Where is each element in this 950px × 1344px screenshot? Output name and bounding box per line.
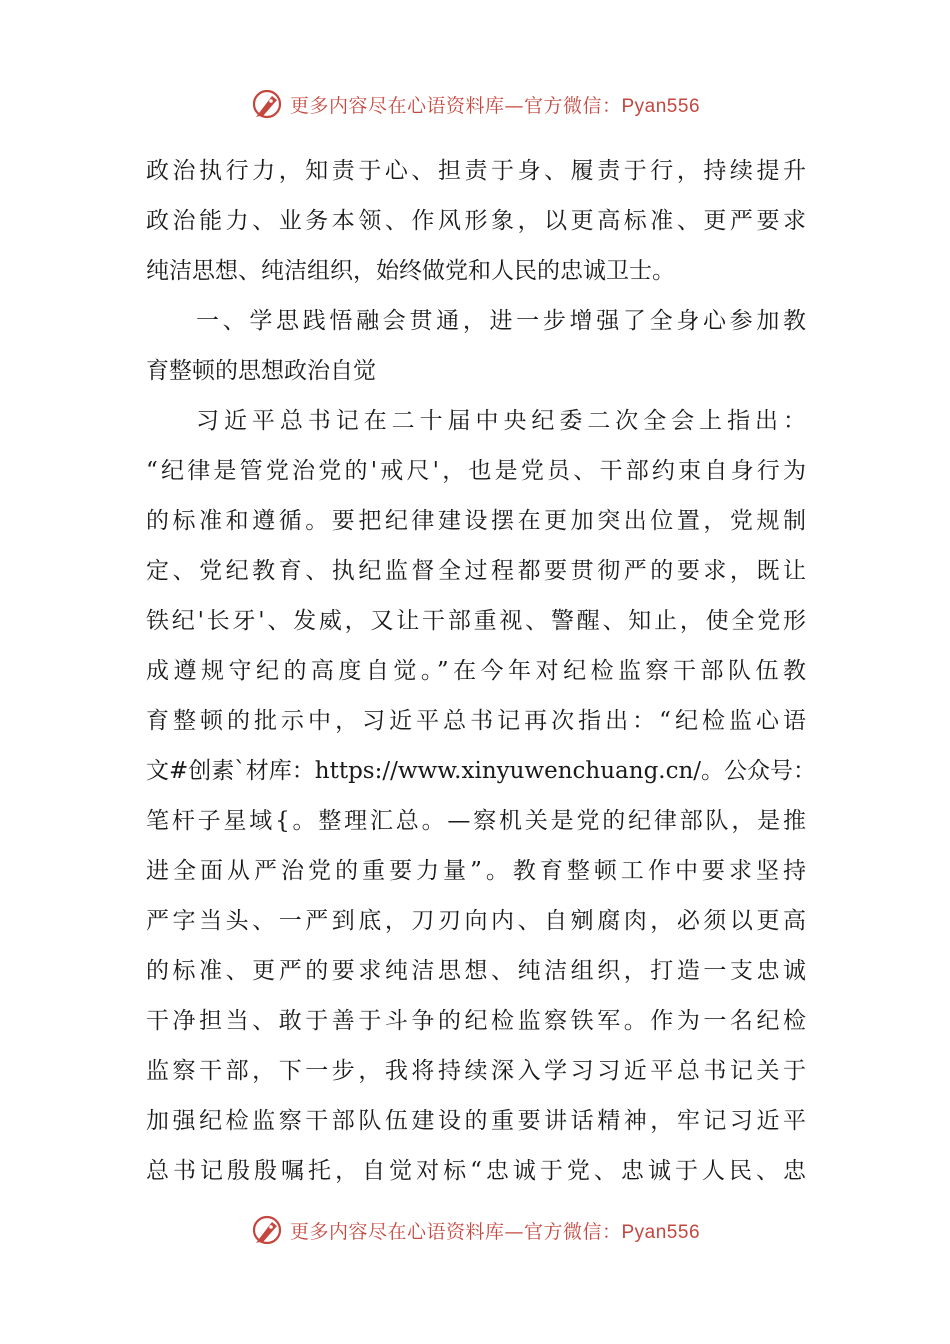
footer-banner [0, 1210, 950, 1250]
text-line: 进全面从严治党的重要力量”。教育整顿工作中要求坚持 [146, 858, 806, 884]
text-line: 监察干部，下一步，我将持续深入学习习近平总书记关于 [146, 1058, 806, 1084]
text-line: 笔杆子星域{。整理汇总。—察机关是党的纪律部队，是推 [146, 808, 806, 834]
text-line: 总书记殷殷嘱托，自觉对标“忠诚于党、忠诚于人民、忠 [146, 1158, 806, 1184]
document-body [146, 146, 817, 1196]
footer-banner-text: 更多内容尽在心语资料库—官方微信： [289, 1220, 622, 1243]
section-heading-line: 一、学思践悟融会贯通，进一步增强了全身心参加教 [196, 308, 806, 334]
text-line: 干净担当、敢于善于斗争的纪检监察铁军。作为一名纪检 [146, 1008, 806, 1034]
text-line: 育整顿的批示中，习近平总书记再次指出：“纪检监心语 [146, 708, 806, 734]
text-line: 习近平总书记在二十届中央纪委二次全会上指出： [196, 408, 806, 434]
section-heading-line: 育整顿的思想政治自觉 [146, 358, 376, 384]
pen-nib-circle-icon [250, 87, 284, 121]
text-line: 文#创素`材库：https://www.xinyuwenchuang.cn/。公众号： [146, 758, 817, 784]
header-wechat-id: Pyan556 [621, 95, 701, 117]
footer-wechat-id: Pyan556 [621, 1221, 701, 1243]
text-line: 政治执行力，知责于心、担责于身、履责于行，持续提升 [146, 158, 806, 184]
text-line: “纪律是管党治党的'戒尺'，也是党员、干部约束自身行为 [146, 458, 806, 484]
text-line: 纯洁思想、纯洁组织，始终做党和人民的忠诚卫士。 [146, 258, 675, 284]
text-line: 的标准和遵循。要把纪律建设摆在更加突出位置，党规制 [146, 508, 806, 534]
header-banner [0, 84, 950, 124]
text-line: 铁纪'长牙'、发威，又让干部重视、警醒、知止，使全党形 [146, 608, 806, 634]
header-banner-text: 更多内容尽在心语资料库—官方微信： [289, 94, 622, 117]
pen-nib-circle-icon [250, 1213, 284, 1247]
text-line: 定、党纪教育、执纪监督全过程都要贯彻严的要求，既让 [146, 558, 806, 584]
text-line: 的标准、更严的要求纯洁思想、纯洁组织，打造一支忠诚 [146, 958, 806, 984]
text-line: 加强纪检监察干部队伍建设的重要讲话精神，牢记习近平 [146, 1108, 806, 1134]
text-line: 政治能力、业务本领、作风形象，以更高标准、更严要求 [146, 208, 806, 234]
text-line: 严字当头、一严到底，刀刃向内、自剜腐肉，必须以更高 [146, 908, 806, 934]
text-line: 成遵规守纪的高度自觉。”在今年对纪检监察干部队伍教 [146, 658, 806, 684]
